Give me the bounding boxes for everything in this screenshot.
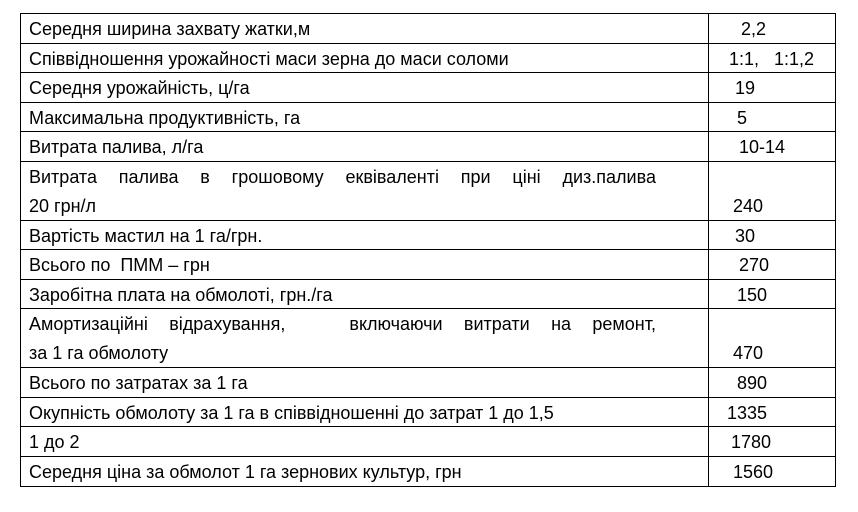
row-value: 1:1, 1:1,2 xyxy=(729,48,815,69)
table-row xyxy=(21,162,835,221)
table-row xyxy=(21,44,835,74)
row-label: 1 до 2 xyxy=(21,427,709,456)
table-row xyxy=(21,368,835,398)
row-label: Всього по ПММ – грн xyxy=(21,250,709,279)
table-row xyxy=(21,427,835,457)
row-label: Співвідношення урожайності маси зерна до маси соломи xyxy=(21,44,709,73)
row-label: Всього по затратах за 1 га xyxy=(21,368,709,397)
row-value: 1335 xyxy=(727,402,768,423)
row-label: Середня урожайність, ц/га xyxy=(21,73,709,102)
row-value: 10-14 xyxy=(739,137,786,157)
row-label: Середня ширина захвату жатки,м xyxy=(21,14,709,43)
row-value: 890 xyxy=(737,373,768,393)
table-row xyxy=(21,398,835,428)
row-label: Середня ціна за обмолот 1 га зернових культур, грн xyxy=(21,457,709,487)
row-value: 5 xyxy=(737,107,748,128)
row-value: 270 xyxy=(739,255,770,275)
table-row xyxy=(21,250,835,280)
table-row xyxy=(21,221,835,251)
row-value: 19 xyxy=(735,78,756,98)
row-value: 30 xyxy=(735,225,756,246)
row-label-line-2: 20 грн/л xyxy=(29,195,97,216)
row-value: 150 xyxy=(737,284,768,305)
cost-table xyxy=(20,13,836,487)
row-label-line-1: Витрата палива в грошовому еквіваленті при ціні диз.палива xyxy=(29,166,656,187)
row-label xyxy=(21,162,709,220)
row-value: 240 xyxy=(733,195,764,216)
row-label xyxy=(21,309,709,367)
row-label-line-2: за 1 га обмолоту xyxy=(29,343,169,363)
row-label: Окупність обмолоту за 1 га в співвідношенні до затрат 1 до 1,5 xyxy=(21,398,709,427)
row-label: Заробітна плата на обмолоті, грн./га xyxy=(21,280,709,309)
table-row xyxy=(21,457,835,487)
table-row xyxy=(21,103,835,133)
row-label: Максимальна продуктивність, га xyxy=(21,103,709,132)
row-label: Вартість мастил на 1 га/грн. xyxy=(21,221,709,250)
table-row xyxy=(21,280,835,310)
table-row xyxy=(21,73,835,103)
table-row xyxy=(21,14,835,44)
table-row xyxy=(21,132,835,162)
row-value: 1560 xyxy=(733,461,774,482)
row-label: Витрата палива, л/га xyxy=(21,132,709,161)
row-value: 1780 xyxy=(731,432,772,452)
table-row xyxy=(21,309,835,368)
row-value: 2,2 xyxy=(741,19,767,39)
row-label-line-1: Амортизаційні відрахування, включаючи витрати на ремонт, xyxy=(29,314,656,334)
row-value: 470 xyxy=(733,343,764,363)
